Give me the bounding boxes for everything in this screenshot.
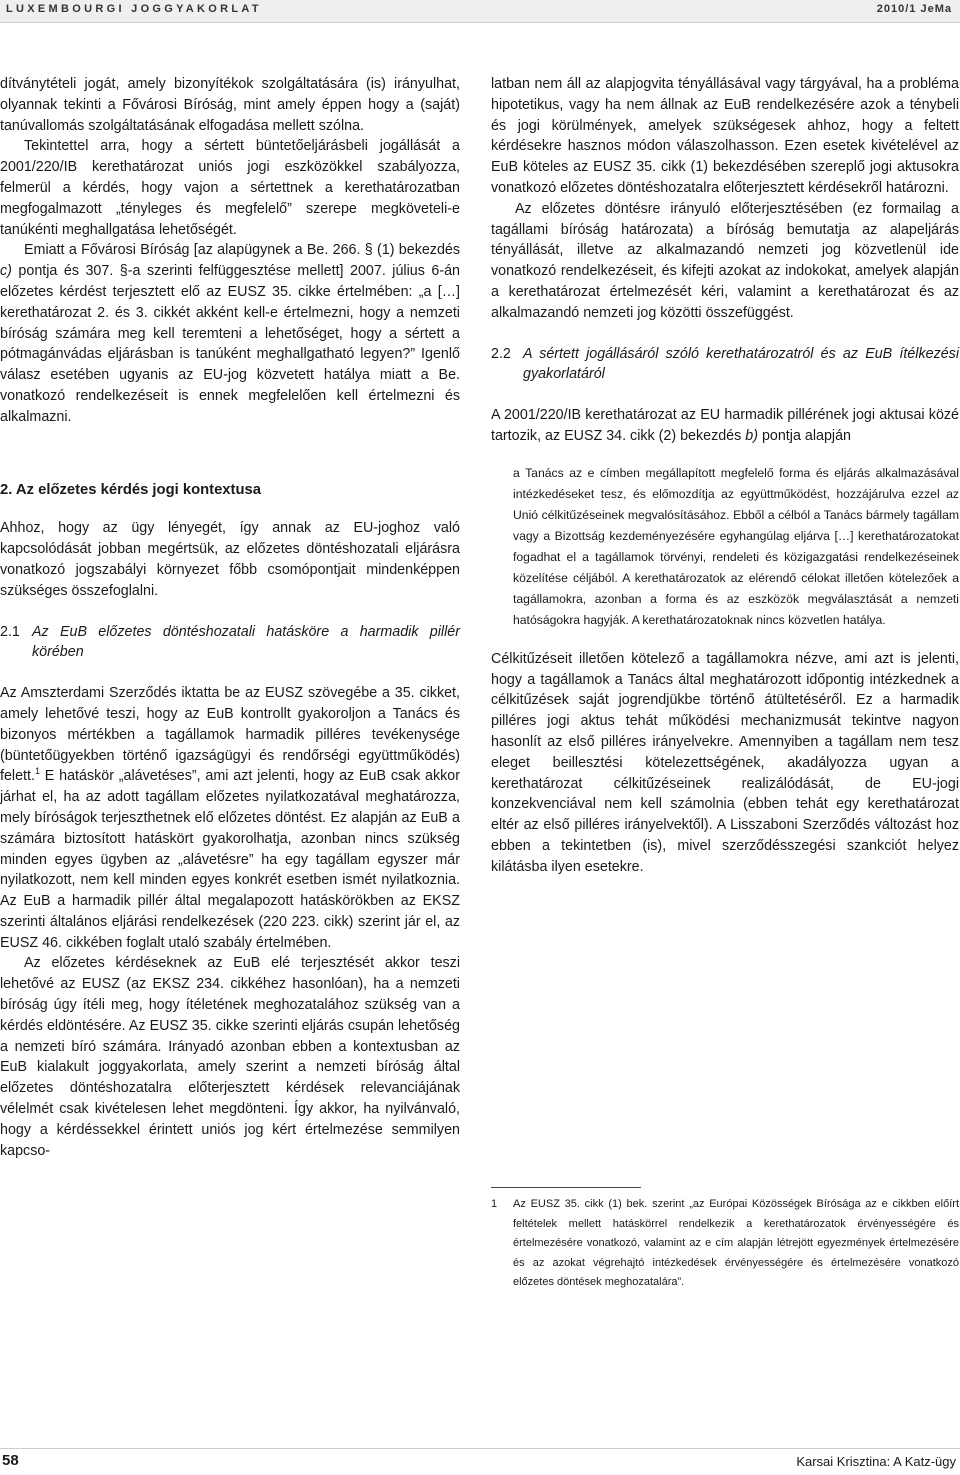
section-heading: 2. Az előzetes kérdés jogi kontextusa xyxy=(0,481,261,498)
right-column xyxy=(491,74,959,878)
journal-title: LUXEMBOURGI JOGGYAKORLAT xyxy=(6,3,262,15)
running-header xyxy=(0,0,960,23)
footnote-text: Az EUSZ 35. cikk (1) bek. szerint „az Európai Közösségek Bírósága az e cikkben előírt feltételek mellett hatáskörrel rendelkezik a kerethatározatok érvényességére és értelmezésére vonatkozó, valamint az e cím alapján létrejött egyezmények értelmezésére és az azokat végrehajtó intézkedések érvényességére és értelmezésére vonatkozó előzetes döntések meghozatalára”. xyxy=(513,1198,959,1288)
paragraph: A 2001/220/IB kerethatározat az EU harmadik pillérének jogi aktusai közé tartozik, az EUSZ 34. cikk (2) bekezdés b) pontja alapján xyxy=(491,407,959,444)
paragraph-continued: dítványtételi jogát, amely bizonyítékok szolgáltatására (is) irányulhat, olyannak tekinti a Fővárosi Bíróság, mint amely éppen hogy a (saját) tanúvallomás szolgáltatásának elfogadása mellett szólna. xyxy=(0,76,460,134)
running-footer: Karsai Krisztina: A Katz-ügy xyxy=(796,1454,956,1469)
footnote-separator xyxy=(491,1187,641,1188)
paragraph: Emiatt a Fővárosi Bíróság [az alapügynek a Be. 266. § (1) bekezdés c) pontja és 307. §-a szerinti felfüggesztése mellett] 2007. július 6-án előzetes kérdést terjesztett elő az EUSZ 35. cikke értelmében: „a […] kerethatározat 2. és 3. cikkét akként kell-e értelmezni, hogy a nemzeti bíróság számára meg kell teremteni a lehetőséget, hogy a sértett a pótmagánvádas eljárásban is tanúként meghallgatható legyen?” Igenlő válasz esetében ugyanis az EU-jog közvetett hatálya miatt a Be. vonatkozó rendelkezéseit is ennek megfelelően kell értelmezni és alkalmazni. xyxy=(0,242,460,425)
paragraph: Az előzetes kérdéseknek az EuB elé terjesztését akkor teszi lehetővé az EUSZ (az EKSZ 234. cikkéhez hasonlóan), ha a nemzeti bíróság úgy ítéli meg, hogy ítéletének meghozatalához szükség van a kérdés eldöntésére. Az EUSZ 35. cikke szerinti eljárás csupán lehetőség a nemzeti bíró számára. Irányadó azonban ebben a kontextusban az EuB kialakult joggyakorlata, amely szerint a nemzeti bíróság által előzetes döntéshozatalra előterjesztett kérdések relevanciájának vélelmét csak kivételesen lehet megdönteni. Így akkor, ha nyilvánvaló, hogy a kérdéssekkel érintett uniós jog kért értelmezése semmilyen kapcso- xyxy=(0,955,460,1159)
paragraph: Tekintettel arra, hogy a sértett büntetőeljárásbeli jogállását a 2001/220/IB kerethatározat uniós jogi eszközökkel szabályozza, felmerül a kérdés, hogy vajon a sértettnek a kerethatározatban megfogalmazott „tényleges és megfelelő” szerepe megköveteli-e tanúkénti meghallgatása lehetőségét. xyxy=(0,138,460,238)
subsection-heading: 2.2 A sértett jogállásáról szóló kerethatározatról és az EuB ítélkezési gyakorlatáról xyxy=(491,345,959,383)
footnote-ref[interactable]: 1 xyxy=(34,766,40,777)
paragraph-continued: latban nem áll az alapjogvita tényállásával vagy tárgyával, ha a probléma hipotetikus, vagy ha nem állnak az EuB rendelkezésére azok a ténybeli és jogi körülmények, amelyek szükségesek ahhoz, hogy a feltett kérdésekre hasznos módon válaszolhasson. Ezen esetek kivételével az EuB köteles az EUSZ 35. cikk (1) bekezdésében szereplő jogi aktusokra vonatkozó előzetes döntéshozatalra előterjesztett kérdésekről határozni. xyxy=(491,76,959,196)
left-column xyxy=(0,74,460,1161)
page-number: 58 xyxy=(2,1452,19,1469)
footnote-number: 1 xyxy=(491,1198,498,1210)
subsection-heading: 2.1 Az EuB előzetes döntéshozatali hatásköre a harmadik pillér körében xyxy=(0,623,460,661)
footnote xyxy=(491,1195,959,1293)
footer-divider xyxy=(0,1448,960,1449)
paragraph: Az Amszterdami Szerződés iktatta be az EUSZ szövegébe a 35. cikket, amely lehetővé teszi, hogy az EuB kontrollt gyakoroljon a Tanács és bizonyos mértékben a tagállamok harmadik pilléres tevékenysége (büntetőügyekben történő igazságügyi és rendőrségi együttműködés) felett.$^1$ E hatáskör „alávetéses”, ami azt jelenti, hogy az EuB csak akkor járhat el, ha az adott tagállam előzetes nyilatkozatával meghatározza, mely bíróságok terjeszthetnek elő előzetes döntést. Ez alapján az EuB a számára biztosított hatáskört gyakorolhatja, azonban nincs szükség minden egyes ügyben az „alávetésre” ha egy tagállam egyszer már nyilatkozott, nem kell minden egyes konkrét esetben ismét nyilatkoznia. Az EuB a harmadik pillér által megalapozott hatáskörökben az EKSZ szerinti általános eljárási rendelkezések (220 223. cikk) szerint jár el, az EUSZ 46. cikkében foglalt utaló szabály értelmében. xyxy=(0,685,460,951)
issue-label: 2010/1 JeMa xyxy=(876,3,952,15)
block-quote: a Tanács az e címben megállapított megfelelő forma és eljárás alkalmazásával intézkedéseket tesz, és előmozdítja az együttműködést, hozzájárulva ezzel az Unió célkitűzéseinek megvalósításához. Ebből a célból a Tanács bármely tagállam vagy a Bizottság kezdeményezésére egyhangúlag eljárva […] kerethatározatokat fogadhat el a tagállamok törvényi, rendeleti és közigazgatási rendelkezéseinek közelítése céljából. A kerethatározatok az elérendő célokat illetően kötelezőek a tagállamokra, azonban a forma és az eszközök megválasztását a nemzeti hatóságokra hagyják. A kerethatározatoknak nincs közvetlen hatálya. xyxy=(513,465,959,627)
paragraph: Ahhoz, hogy az ügy lényegét, így annak az EU-joghoz való kapcsolódását jobban megértsük, az előzetes döntéshozatali eljárásra vonatkozó jogszabályi környezet főbb csomópontjait mindenképpen szükséges összefoglalni. xyxy=(0,520,460,599)
paragraph: Célkitűzéseit illetően kötelező a tagállamokra nézve, ami azt is jelenti, hogy a tagállamok a Tanács által meghatározott időpontig intézkednek a célkitűzések saját jogrendjükbe történő átültetéséről. Ez a harmadik pilléres jogi aktus tehát működési mechanizmusát tekintve nagyon hasonlít az első pilléres irányelvekre. Amennyiben a tagállam nem tesz eleget beillesztési kötelezettségének, akadályozza ugyan a kerethatározat célkitűzéseinek realizálódását, de EU-jogi konzekvenciával nem kell számolnia (ebben tehát egy kerethatározat eltér az első pilléres irányelvektől). A Lisszaboni Szerződés változást hoz ebben a tekintetben (is), mivel szerződésszegési szankciót helyez kilátásba ilyen esetekre. xyxy=(491,650,959,875)
paragraph: Az előzetes döntésre irányuló előterjesztésében (ez formailag a tagállami bíróság határozata) a bíróság bemutatja az alapeljárás tényállását, illetve az alkalmazandó nemzeti jog közvetlenül ide vonatkozó rendelkezéseit, és kifejti azokat az indokokat, amelyek alapján a kerethatározat értelmezését kéri, valamint a kerethatározat és az alkalmazandó nemzeti jog közötti összefüggést. xyxy=(491,200,959,321)
